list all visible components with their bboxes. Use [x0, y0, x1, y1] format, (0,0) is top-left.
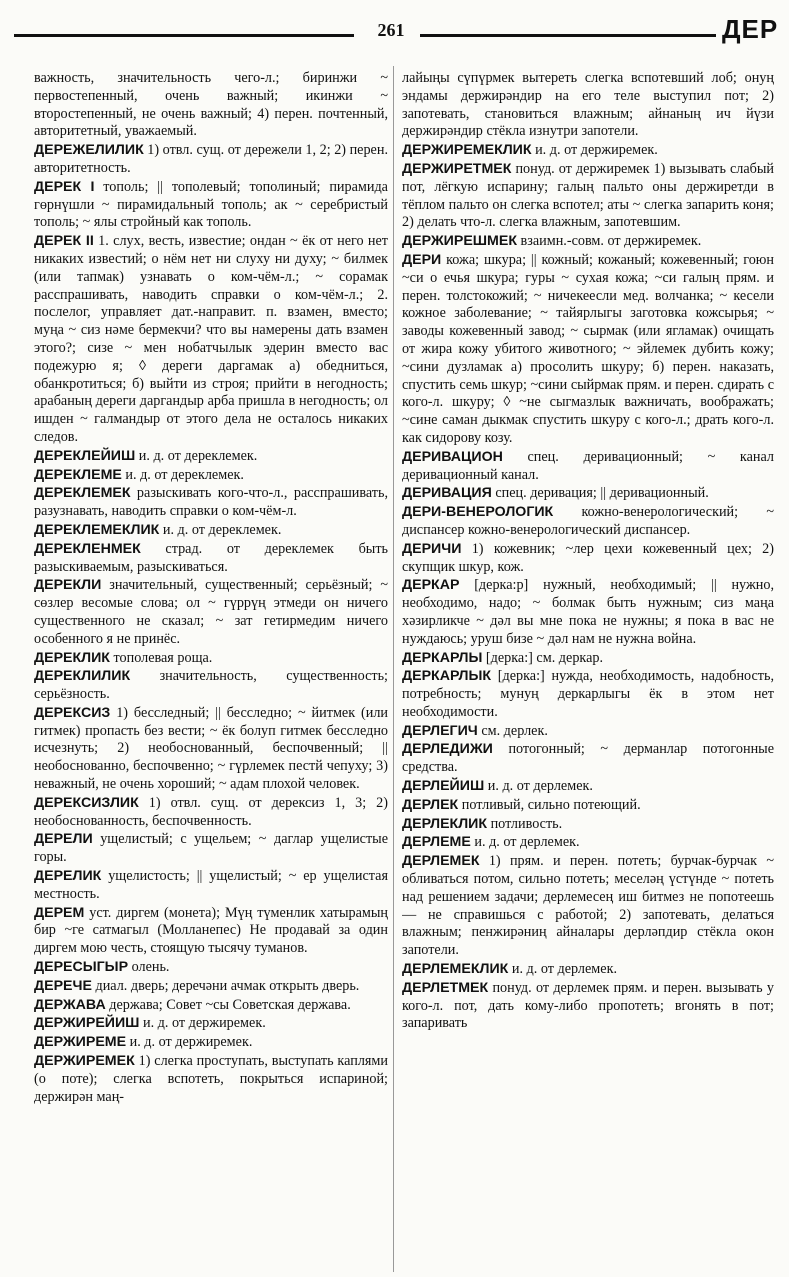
entry-headword: ДЕРЖИРЕМЕ [34, 1034, 127, 1051]
entry-headword: ДЕРЕКЛЕНМЕК [34, 540, 141, 557]
dictionary-entry [402, 980, 774, 1033]
dictionary-entry [34, 522, 388, 540]
entry-headword: ДЕРИВАЦИОН [402, 448, 503, 465]
dictionary-entry [34, 179, 388, 232]
dictionary-entry [34, 959, 388, 977]
entry-definition: олень. [128, 959, 170, 976]
dictionary-entry [402, 577, 774, 648]
dictionary-entry [402, 142, 774, 160]
entry-headword: ДЕРЖИРЕТМЕК [402, 160, 512, 177]
entry-definition: кожа; шкура; || кожный; кожаный; кожевенный; гоюн ~си о ечья шкура; гуры ~ сухая кожа; ~си галың прям. и перен. толстокожий; ~ ничекеесли мед. волчанка; ~ кесели кожное заболевание; ~ тайярлыгы заготовка кожсырья; ~ заводы кожевенный завод; ~ сырмак (или ягламак) очищать от жира кожу убитого животного; ~ эйлемек дубить кожу; ~сини дузламак а) просолить шкуру; б) перен. наказать, спустить семь шкур; ~сини сыйрмак прям. и перен. сдирать с кого-л. шкуру; ◊ ~не сыгмазлык важничать, воображать; ~сине саман дыкмак спустить шкуру с кого-л.; драть кого-л. как сидорову козу. [402, 251, 774, 446]
dictionary-entry [402, 485, 774, 503]
entry-headword: ДЕРЕЛИ [34, 831, 93, 848]
dictionary-entry [34, 577, 388, 648]
entry-definition: 1) прям. и перен. потеть; бурчак-бурчак ~ обливаться потом, сильно потеть; меселәң үстүнде ~ потеть над решением задачи; дерлемесең иш битмез не попотеешь — не справишься с работой; 2) запотевать, делаться влажным; пенжирәниң айналары дерләпдир стёкла окон запотели. [402, 853, 774, 959]
entry-headword: ДЕРЖИРЕМЕК [34, 1053, 135, 1070]
entry-definition: [дерка:] нужда, необходимость, надобность, потребность; мунуң деркарлыгы ёк в этом нет необходимости. [402, 668, 774, 720]
right-column [402, 70, 774, 1270]
dictionary-entry [34, 485, 388, 521]
entry-headword: ДЕРКАРЛЫ [402, 649, 483, 666]
entry-headword: ДЕРЕК I [34, 178, 95, 195]
entry-definition: 1. слух, весть, известие; ондан ~ ёк от него нет никаких известий; о нём нет ни слуху ни духу; ~ билмек (или тапмак) узнавать о ком-чём-л.; ~ сорамак расспрашивать, наводить справки о ком-чём-л.; 2. послелог, управляет дат.-направит. п. взамен, вместо; муңа ~ сиз нәме бермекчи? что вы намерены дать взамен этого?; сизе ~ мен нобатчылык эдерин вместо вас подежурю я; ◊ дереги даргамак а) обедниться, обанкротиться; б) выйти из строя; прийти в негодность; арабаның дереги даргандыр арба пришла в негодность; ол ишден ~ галмандыр от этого дела не осталось никаких следов. [34, 233, 388, 445]
column-divider [393, 66, 394, 1272]
entry-definition: спец. деривационный; ~ канал деривационный канал. [402, 448, 774, 483]
entry-headword: ДЕРКАР [402, 577, 460, 594]
dictionary-entry [34, 1034, 388, 1052]
dictionary-entry [34, 541, 388, 577]
entry-headword: ДЕРЕКЛИК [34, 649, 110, 666]
entry-headword: ДЕРЖАВА [34, 996, 106, 1013]
entry-definition: и. д. от держиремек. [126, 1034, 253, 1051]
entry-definition: ущелистый; с ущельем; ~ даглар ущелистые горы. [34, 831, 388, 866]
entry-headword: ДЕРИВАЦИЯ [402, 485, 492, 502]
entry-headword: ДЕРЕКСИЗ [34, 704, 111, 721]
dictionary-entry [34, 997, 388, 1015]
guide-word: ДЕР [722, 14, 779, 44]
entry-definition: значительный, существенный; серьёзный; ~ сөзлер весомые слова; ол ~ гүррүң этмеди он ничего существенного не сказал; ~ зат гетирмедим ничего особенного я не принёс. [34, 577, 388, 647]
dictionary-entry [34, 142, 388, 178]
entry-headword: ДЕРЕКЛЕМЕК [34, 485, 131, 502]
entry-definition: потогонный; ~ дерманлар потогонные средства. [402, 741, 774, 776]
entry-definition: и. д. от дерлемек. [470, 834, 580, 851]
entry-headword: ДЕРЖИРЕМЕКЛИК [402, 142, 532, 159]
entry-definition: значительность, существенность; серьёзность. [34, 668, 388, 703]
entry-headword: ДЕРЛЕКЛИК [402, 815, 488, 832]
header-rule-left [14, 34, 354, 37]
entry-definition: понуд. от держиремек 1) вызывать слабый пот, лёгкую испарину; галың пальто оны держиретди в тёплом пальто он слегка вспотел; аты ~ слегка запарить коня; 2) делать что-л. слегка влажным, запотевшим. [402, 160, 774, 231]
entry-definition: см. дерлек. [477, 722, 548, 739]
entry-definition: 1) бесследный; || бесследно; ~ йитмек (или гитмек) пропасть без вести; ~ ёк болуп гитмек бесследно исчезнуть; 2) необоснованный, беспочвенный; || необоснованно, беспочвенно; ~ гүрлемек пестй чепуху; 3) неважный, не очень хороший; ~ адам плохой человек. [34, 704, 388, 793]
entry-definition: и. д. от держиремек. [531, 142, 658, 159]
entry-headword: ДЕРЛЕК [402, 796, 459, 813]
entry-definition: [дерка:] см. деркар. [482, 649, 604, 666]
dictionary-entry [34, 1053, 388, 1106]
entry-headword: ДЕРЛЕТМЕК [402, 979, 489, 996]
entry-headword: ДЕРЖИРЕЙИШ [34, 1015, 140, 1032]
entry-headword: ДЕРЕКСИЗЛИК [34, 794, 139, 811]
dictionary-entry [402, 650, 774, 668]
header-rule-right [420, 34, 716, 37]
entry-definition: диал. дверь; деречәни ачмак открыть дверь. [91, 977, 360, 994]
entry-headword: ДЕРИ [402, 251, 442, 268]
entry-headword: ДЕРЛЕМЕК [402, 853, 480, 870]
dictionary-entry [402, 816, 774, 834]
entry-definition: уст. диргем (монета); Мүң түменлик хатырамың бир ~ге сатмагыл (Молланепес) Не продавай за один диргем мою честь, стоящую тысячу туманов. [34, 904, 388, 957]
entry-headword: ДЕРЕМ [34, 904, 85, 921]
entry-definition: потливый, сильно потеющий. [458, 796, 641, 813]
dictionary-entry [34, 831, 388, 867]
entry-headword: ДЕРЕК II [34, 233, 94, 250]
dictionary-entry [34, 705, 388, 794]
page-number: 261 [377, 20, 405, 40]
entry-headword: ДЕРЕКЛЕЙИШ [34, 447, 136, 464]
dictionary-entry [34, 448, 388, 466]
entry-definition: и. д. от держиремек. [139, 1015, 266, 1032]
entry-definition: 1) кожевник; ~лер цехи кожевенный цех; 2) скупщик шкур, кож. [402, 540, 774, 575]
dictionary-entry [34, 1015, 388, 1033]
dictionary-entry [34, 467, 388, 485]
entry-definition: 1) отвл. сущ. от дережели 1, 2; 2) перен. авторитетность. [34, 142, 388, 176]
dictionary-entry [34, 650, 388, 668]
left-column [34, 70, 388, 1270]
dictionary-entry [402, 961, 774, 979]
entry-headword: ДЕРИ-ВЕНЕРОЛОГИК [402, 504, 554, 521]
entry-headword: ДЕРЕСЫГЫР [34, 959, 129, 976]
dictionary-entry [402, 541, 774, 577]
entry-definition: разыскивать кого-что-л., расспрашивать, разузнавать, наводить справки о ком-чём-л. [34, 485, 388, 520]
dictionary-entry [402, 504, 774, 540]
entry-headword: ДЕРИЧИ [402, 540, 462, 557]
entry-definition: [дерка:р] нужный, необходимый; || нужно, необходимо, надо; ~ болмак быть нужным; сиз маңа хәзирликче ~ дәл вы мне пока не нужны; я пока в вас не нуждаюсь; уруш бизе ~ дәл нам не нужна война. [402, 577, 774, 647]
page-header [0, 0, 789, 50]
entry-definition: 1) отвл. сущ. от дерексиз 1, 3; 2) необоснованность, беспочвенность. [34, 794, 388, 829]
entry-definition: держава; Совет ~сы Советская держава. [105, 996, 351, 1013]
entry-headword: ДЕРЕКЛЕМЕ [34, 466, 122, 483]
entry-headword: ДЕРЕЧЕ [34, 977, 92, 994]
entry-headword: ДЕРЕКЛИ [34, 577, 102, 594]
dictionary-entry [402, 161, 774, 232]
entry-definition: тополь; || тополевый; тополиный; пирамида гөрнүшли ~ пирамидальный тополь; ак ~ серебристый тополь; ~ ялы стройный как тополь. [34, 178, 388, 231]
entry-definition: 1) слегка проступать, выступать каплями (о поте); слегка вспотеть, покрыться испариной; держирән маң- [34, 1053, 388, 1105]
dictionary-entry [34, 795, 388, 831]
entry-definition: страд. от дереклемек быть разыскиваемым, разыскиваться. [34, 540, 388, 575]
entry-headword: ДЕРЕКЛИЛИК [34, 668, 131, 685]
entry-headword: ДЕРЛЕГИЧ [402, 722, 478, 739]
entry-headword: ДЕРЛЕЙИШ [402, 778, 485, 795]
entry-definition: тополевая роща. [109, 649, 213, 666]
entry-definition: и. д. от дереклемек. [135, 447, 258, 464]
dictionary-entry [402, 70, 774, 141]
dictionary-entry [402, 853, 774, 960]
entry-definition: и. д. от дереклемек. [121, 466, 244, 483]
dictionary-entry [402, 668, 774, 721]
entry-definition: потливость. [487, 815, 563, 832]
dictionary-entry [34, 905, 388, 958]
entry-headword: ДЕРКАРЛЫК [402, 668, 492, 685]
entry-definition: кожно-венерологический; ~ диспансер кожно-венерологический диспансер. [402, 504, 774, 538]
dictionary-entry [34, 978, 388, 996]
entry-definition: важность, значительность чего-л.; биринжи ~ первостепенный, очень важный; икинжи ~ второстепенный, не очень важный; 4) перен. почтенный, авторитетный, уважаемый. [34, 70, 388, 140]
dictionary-entry [34, 668, 388, 704]
entry-headword: ДЕРЕКЛЕМЕКЛИК [34, 521, 160, 538]
dictionary-entry [34, 70, 388, 141]
dictionary-entry [402, 252, 774, 448]
entry-headword: ДЕРЛЕМЕ [402, 834, 471, 851]
dictionary-entry [402, 741, 774, 777]
dictionary-entry [402, 449, 774, 485]
dictionary-entry [402, 834, 774, 852]
dictionary-entry [402, 778, 774, 796]
entry-definition: и. д. от дерлемек. [484, 778, 593, 795]
entry-headword: ДЕРЛЕДИЖИ [402, 741, 493, 758]
dictionary-entry [402, 233, 774, 251]
entry-headword: ДЕРЛЕМЕКЛИК [402, 961, 509, 978]
entry-definition: понуд. от дерлемек прям. и перен. вызывать у кого-л. пот, дать кому-либо пропотеть; вгонять в пот; запаривать [402, 979, 774, 1032]
dictionary-entry [34, 233, 388, 447]
entry-definition: ущелистость; || ущелистый; ~ ер ущелистая местность. [34, 868, 388, 902]
dictionary-entry [402, 723, 774, 741]
dictionary-entry [402, 797, 774, 815]
entry-definition: и. д. от дереклемек. [159, 521, 282, 538]
entry-definition: взаимн.-совм. от держиремек. [517, 233, 702, 250]
entry-headword: ДЕРЕЖЕЛИЛИК [34, 142, 144, 159]
entry-definition: спец. деривация; || деривационный. [491, 485, 709, 502]
entry-definition: и. д. от дерлемек. [508, 961, 618, 978]
dictionary-entry [34, 868, 388, 904]
entry-headword: ДЕРЖИРЕШМЕК [402, 233, 517, 250]
entry-definition: лайыңы сүпүрмек вытереть слегка вспотевший лоб; онуң эндамы держирәндир на его теле выступил пот; 2) запотевать, становиться влажным; айнаның ич йүзи держирәндир стёкла изнутри запотели. [402, 70, 774, 140]
entry-headword: ДЕРЕЛИК [34, 868, 102, 885]
